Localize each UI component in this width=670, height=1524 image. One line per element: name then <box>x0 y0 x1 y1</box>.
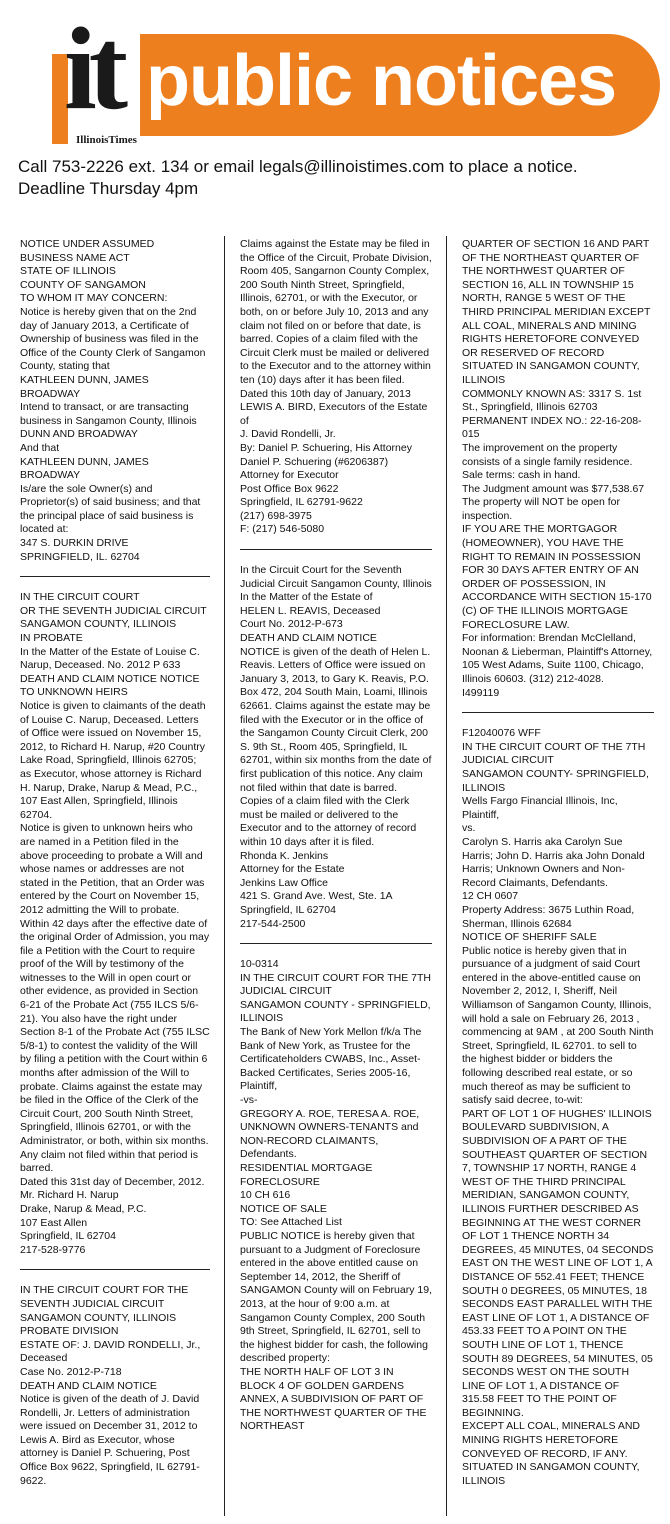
logo-letters: it <box>64 3 121 134</box>
column-divider <box>224 236 225 1516</box>
notice-assumed-business-name: NOTICE UNDER ASSUMED BUSINESS NAME ACT STATE OF ILLINOIS COUNTY OF SANGAMON TO WHOM IT MAY CONCERN: Notice is hereby given that on the 2nd day of January 2013, a Certificate of Ownership of business was filed in the Office of the County Clerk of Sangamon County, stating that KATHLEEN DUNN, JAMES BROADWAY Intend to transact, or are transacting business in Sangamon County, Illinois DUNN AND BROADWAY And that KATHLEEN DUNN, JAMES BROADWAY Is/are the sole Owner(s) and Proprietor(s) of said business; and that the principal place of said business is located at: 347 S. DURKIN DRIVE SPRINGFIELD, IL. 62704 <box>20 238 206 563</box>
banner-title: public notices <box>146 41 617 121</box>
deadline-line: Deadline Thursday 4pm <box>18 179 199 198</box>
notice-separator <box>20 576 210 577</box>
notice-separator <box>240 549 432 550</box>
notice-roe-foreclosure-continued: QUARTER OF SECTION 16 AND PART OF THE NORTHEAST QUARTER OF THE NORTHWEST QUARTER OF SECTION 16, ALL IN TOWNSHIP 15 NORTH, RANGE 5 WEST OF THE THIRD PRINCIPAL MERIDIAN EXCEPT ALL COAL, MINERALS AND MINING RIGHTS HERETOFORE CONVEYED OR RESERVED OF RECORD SITUATED IN SANGAMON COUNTY, ILLINOIS COMMONLY KNOWN AS: 3317 S. 1st St., Springfield, Illinois 62703 PERMANENT INDEX NO.: 22-16-208-015 The improvement on the property consists of a single family residence. Sale terms: cash in hand. The Judgment amount was $77,538.67 The property will NOT be open for inspection. IF YOU ARE THE MORTGAGOR (HOMEOWNER), YOU HAVE THE RIGHT TO REMAIN IN POSSESSION FOR 30 DAYS AFTER ENTRY OF AN ORDER OF POSSESSION, IN ACCORDANCE WITH SECTION 15-170 (C) OF THE ILLINOIS MORTGAGE FORECLOSURE LAW. For information: Brendan McClelland, Noonan & Lieberman, Plaintiff's Attorney, 105 West Adams, Suite 1100, Chicago, Illinois 60603. (312) 212-4028. I499119 <box>462 238 653 699</box>
notice-column-1 <box>20 238 210 1488</box>
notice-column-3 <box>462 238 654 1488</box>
notice-separator <box>462 712 654 713</box>
page-header <box>0 0 670 150</box>
notice-harris-sheriff-sale: F12040076 WFF IN THE CIRCUIT COURT OF THE 7TH JUDICIAL CIRCUIT SANGAMON COUNTY- SPRINGFIELD, ILLINOIS Wells Fargo Financial Illinois, Inc, Plaintiff, vs. Carolyn S. Harris aka Carolyn Sue Harris; John D. Harris aka John Donald Harris; Unknown Owners and Non-Record Claimants, Defendants. 12 CH 0607 Property Address: 3675 Luthin Road, Sherman, Illinois 62684 NOTICE OF SHERIFF SALE Public notice is hereby given that in pursuance of a judgment of said Court entered in the above-entitled cause on November 2, 2012, I, Sheriff, Neil Williamson of Sangamon County, Illinois, will hold a sale on February 26, 2013 , commencing at 9AM , at 200 South Ninth Street, Springfield, IL 62701. to sell to the highest bidder or bidders the following described real estate, or so much thereof as may be sufficient to satisfy said decree, to-wit: PART OF LOT 1 OF HUGHES' ILLINOIS BOULEVARD SUBDIVISION, A SUBDIVISION OF A PART OF THE SOUTHEAST QUARTER OF SECTION 7, TOWNSHIP 17 NORTH, RANGE 4 WEST OF THE THIRD PRINCIPAL MERIDIAN, SANGAMON COUNTY, ILLINOIS FURTHER DESCRIBED AS BEGINNING AT THE WEST CORNER OF LOT 1 THENCE NORTH 34 DEGREES, 45 MINUTES, 04 SECONDS EAST ON THE WEST LINE OF LOT 1, A DISTANCE OF 552.41 FEET; THENCE SOUTH 0 DEGREES, 05 MINUTES, 18 SECONDS EAST PARALLEL WITH THE EAST LINE OF LOT 1, A DISTANCE OF 453.33 FEET TO A POINT ON THE SOUTH LINE OF LOT 1, THENCE SOUTH 89 DEGREES, 54 MINUTES, 05 SECONDS WEST ON THE SOUTH LINE OF LOT 1, A DISTANCE OF 315.58 FEET TO THE POINT OF BEGINNING. EXCEPT ALL COAL, MINERALS AND MINING RIGHTS HERETOFORE CONVEYED OF RECORD, IF ANY. SITUATED IN SANGAMON COUNTY, ILLINOIS <box>462 727 654 1487</box>
notice-separator <box>240 943 432 944</box>
notice-rondelli-estate-continued: Claims against the Estate may be filed in the Office of the Circuit, Probate Division, Room 405, Sangarnon County Complex, 200 South Ninth Street, Springfield, Illinois, 62701, or with the Executor, or both, on or before July 10, 2013 and any claim not filed on or before that date, is barred. Copies of a claim filed with the Circuit Clerk must be mailed or delivered to the Executor and to the attorney within ten (10) days after it has been filed. Dated this 10th day of January, 2013 LEWIS A. BIRD, Executors of the Estate of J. David Rondelli, Jr. By: Daniel P. Schuering, His Attorney Daniel P. Schuering (#6206387) Attorney for Executor Post Office Box 9622 Springfield, IL 62791-9622 (217) 698-3975 F: (217) 546-5080 <box>240 238 432 536</box>
column-divider <box>446 236 447 1516</box>
notice-narup-estate: IN THE CIRCUIT COURT OR THE SEVENTH JUDICIAL CIRCUIT SANGAMON COUNTY, ILLINOIS IN PROBATE In the Matter of the Estate of Louise C. Narup, Deceased. No. 2012 P 633 DEATH AND CLAIM NOTICE NOTICE TO UNKNOWN HEIRS Notice is given to claimants of the death of Louise C. Narup, Deceased. Letters of Office were issued on November 15, 2012, to Richard H. Narup, #20 Country Lake Road, Springfield, Illinois 62705; as Executor, whose attorney is Richard H. Narup, Drake, Narup & Mead, P.C., 107 East Allen, Springfield, Illinois 62704. Notice is given to unknown heirs who are named in a Petition filed in the above proceeding to probate a Will and whose names or addresses are not stated in the Petition, that an Order was entered by the Court on November 15, 2012 admitting the Will to probate. Within 42 days after the effective date of the original Order of Admission, you may file a Petition with the Court to require proof of the Will by testimony of the witnesses to the Will in open court or other evidence, as provided in Section 6-21 of the Probate Act (755 ILCS 5/6-21). You also have the right under Section 8-1 of the Probate Act (755 ILSC 5/8-1) to contest the validity of the Will by filing a petition with the Court within 6 months after admission of the Will to probate. Claims against the estate may be filed in the Office of the Clerk of the Circuit Court, 200 South Ninth Street, Springfield, Illinois 62701, or with the Administrator, or both, within six months. Any claim not filed within that period is barred. Dated this 31st day of December, 2012. Mr. Richard H. Narup Drake, Narup & Mead, P.C. 107 East Allen Springfield, IL 62704 217-528-9776 <box>20 591 210 1256</box>
notice-reavis-estate: In the Circuit Court for the Seventh Judicial Circuit Sangamon County, Illinois In the Matter of the Estate of HELEN L. REAVIS, Deceased Court No. 2012-P-673 DEATH AND CLAIM NOTICE NOTICE is given of the death of Helen L. Reavis. Letters of Office were issued on January 3, 2013, to Gary K. Reavis, P.O. Box 472, 204 South Main, Loami, Illinois 62661. Claims against the estate may be filed with the Executor or in the office of the Sangamon County Circuit Clerk, 200 S. 9th St., Room 405, Springfield, IL 62701, within six months from the date of first publication of this notice. Any claim not filed within that date is barred. Copies of a claim filed with the Clerk must be mailed or delivered to the Executor and to the attorney of record within 10 days after it is filed. Rhonda K. Jenkins Attorney for the Estate Jenkins Law Office 421 S. Grand Ave. West, Ste. 1A Springfield, IL 62704 217-544-2500 <box>240 564 432 930</box>
notice-roe-foreclosure: 10-0314 IN THE CIRCUIT COURT FOR THE 7TH JUDICIAL CIRCUIT SANGAMON COUNTY - SPRINGFIELD, ILLINOIS The Bank of New York Mellon f/k/a The Bank of New York, as Trustee for the Certificateholders CWABS, Inc., Asset-Backed Certificates, Series 2005-16, Plaintiff, -vs- GREGORY A. ROE, TERESA A. ROE, UNKNOWN OWNERS-TENANTS and NON-RECORD CLAIMANTS, Defendants. RESIDENTIAL MORTGAGE FORECLOSURE 10 CH 616 NOTICE OF SALE TO: See Attached List PUBLIC NOTICE is hereby given that pursuant to a Judgment of Foreclosure entered in the above entitled cause on September 14, 2012, the Sheriff of SANGAMON County will on February 19, 2013, at the hour of 9:00 a.m. at Sangamon County Complex, 200 South 9th Street, Springfield, IL 62701, sell to the highest bidder for cash, the following described property: THE NORTH HALF OF LOT 3 IN BLOCK 4 OF GOLDEN GARDENS ANNEX, A SUBDIVISION OF PART OF THE NORTHWEST QUARTER OF THE NORTHEAST <box>240 958 432 1433</box>
contact-info <box>18 156 578 200</box>
illinois-times-logo[interactable] <box>30 3 140 146</box>
public-notices-banner <box>126 34 660 136</box>
logo-wordmark: IllinoisTimes <box>76 134 137 146</box>
notice-separator <box>20 1269 210 1270</box>
notice-rondelli-estate: IN THE CIRCUIT COURT FOR THE SEVENTH JUDICIAL CIRCUIT SANGAMON COUNTY, ILLINOIS PROBATE DIVISION ESTATE OF: J. DAVID RONDELLI, Jr., Deceased Case No. 2012-P-718 DEATH AND CLAIM NOTICE Notice is given of the death of J. David Rondelli, Jr. Letters of administration were issued on December 31, 2012 to Lewis A. Bird as Executor, whose attorney is Daniel P. Schuering, Post Office Box 9622, Springfield, IL 62791-9622. <box>20 1284 201 1487</box>
contact-line: Call 753-2226 ext. 134 or email legals@illinoistimes.com to place a notice. <box>18 157 578 176</box>
notice-column-2 <box>240 238 432 1434</box>
